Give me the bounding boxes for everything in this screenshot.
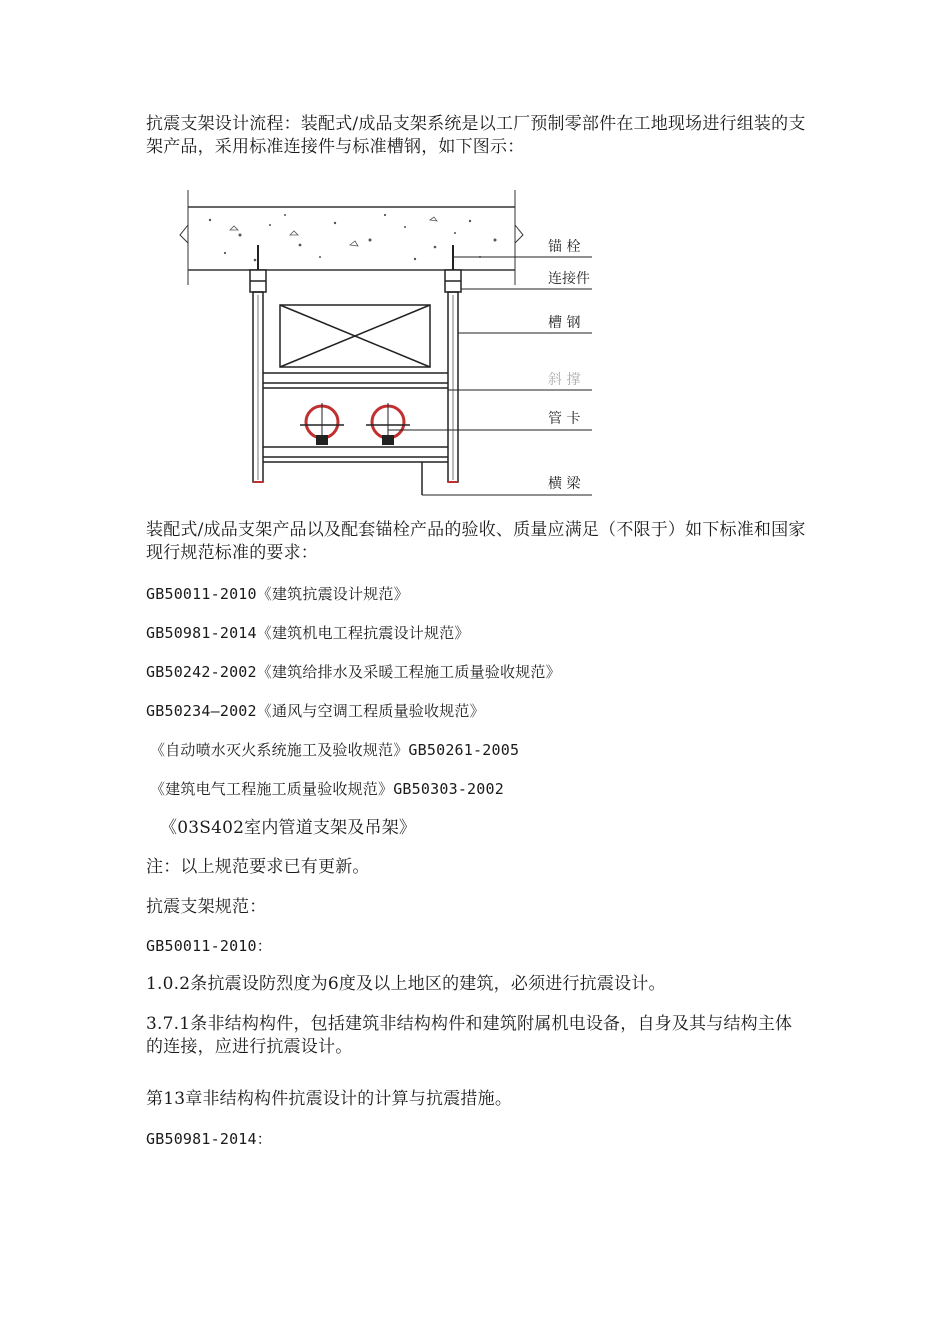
duct-box — [280, 305, 430, 367]
section-title: 抗震支架规范： — [146, 897, 267, 917]
vertical-channels — [253, 292, 458, 482]
standard-item: GB50242-2002《建筑给排水及采暖工程施工质量验收规范》 — [146, 663, 561, 681]
standard-item: 《03S402室内管道支架及吊架》 — [160, 818, 417, 838]
standard-item: GB50981-2014《建筑机电工程抗震设计规范》 — [146, 624, 470, 642]
label-brace: 斜 撑 — [548, 372, 581, 388]
concrete-slab — [180, 190, 523, 285]
label-connector: 连接件 — [548, 271, 590, 287]
clause: 1.0.2条抗震设防烈度为6度及以上地区的建筑，必须进行抗震设计。 — [146, 974, 666, 994]
label-beam: 横 梁 — [548, 476, 581, 492]
clause: 3.7.1条非结构构件，包括建筑非结构构件和建筑附属机电设备，自身及其与结构主体的连接，应进行抗震设计。 — [146, 1014, 793, 1057]
connectors — [250, 270, 461, 292]
diagram-labels — [548, 238, 590, 492]
standard-item: 《自动喷水灭火系统施工及验收规范》GB50261-2005 — [150, 741, 520, 759]
standard-item: GB50234—2002《通风与空调工程质量验收规范》 — [146, 702, 485, 720]
standard-item: 《建筑电气工程施工质量验收规范》GB50303-2002 — [150, 780, 504, 798]
note: 注：以上规范要求已有更新。 — [146, 857, 370, 877]
standard-item: GB50011-2010《建筑抗震设计规范》 — [146, 585, 409, 603]
code-heading: GB50011-2010： — [146, 937, 272, 955]
chapter-line: 第13章非结构构件抗震设计的计算与抗震措施。 — [146, 1089, 513, 1109]
code-heading: GB50981-2014： — [146, 1130, 272, 1148]
lower-beam — [263, 447, 448, 495]
seismic-support-diagram — [170, 185, 600, 510]
upper-beam — [263, 373, 448, 388]
intro-paragraph: 抗震支架设计流程：装配式/成品支架系统是以工厂预制零部件在工地现场进行组装的支架产品，采用标准连接件与标准槽钢，如下图示： — [146, 114, 806, 157]
requirements-paragraph: 装配式/成品支架产品以及配套锚栓产品的验收、质量应满足（不限于）如下标准和国家现行规范标准的要求： — [146, 520, 806, 563]
label-clamp: 管 卡 — [548, 411, 581, 427]
label-anchor: 锚 栓 — [548, 239, 581, 255]
pipe-clamps — [300, 403, 410, 445]
label-channel: 槽 钢 — [548, 315, 581, 331]
